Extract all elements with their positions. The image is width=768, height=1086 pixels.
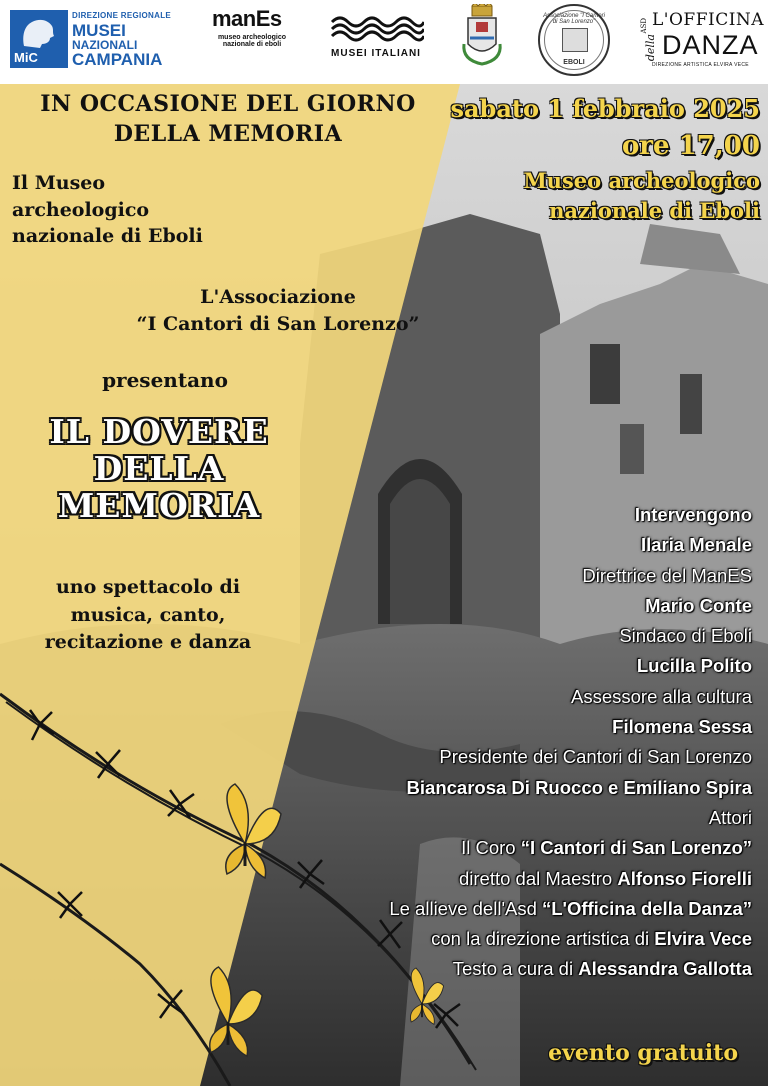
credit-role: Attori: [708, 806, 752, 828]
show-title: IL DOVERE DELLA MEMORIA: [49, 412, 269, 525]
event-venue-line-1: Museo archeologico: [523, 167, 760, 193]
event-time: ore 17,00: [621, 130, 760, 161]
mic-label: MiC: [14, 50, 38, 65]
head-profile-icon: [18, 16, 60, 48]
association-presenter: L'Associazione “I Cantori di San Lorenzo”: [136, 286, 420, 335]
officina-direction: DIREZIONE ARTISTICA ELVIRA VECE: [652, 62, 749, 68]
butterfly-icon: [226, 784, 281, 878]
officina-della: della: [644, 34, 657, 62]
credit-name: Lucilla Polito: [636, 655, 752, 677]
credit-name: Mario Conte: [645, 594, 752, 616]
mic-line2: MUSEI: [72, 21, 126, 40]
eboli-crest-icon: [458, 4, 506, 70]
show-description: uno spettacolo di musica, canto, recitazione e danza: [44, 576, 252, 654]
manes-logo: [212, 8, 302, 68]
assoc-logo-bottom: EBOLI: [563, 59, 585, 66]
waves-icon: [328, 12, 424, 42]
officina-danza-logo: [640, 10, 765, 72]
credit-role: Sindaco di Eboli: [619, 625, 752, 647]
assoc-logo-top: Associazione "I Cantori di San Lorenzo": [543, 13, 605, 25]
poster: [0, 84, 768, 1086]
credit-name: Filomena Sessa: [612, 716, 752, 738]
museum-presenter: Il Museo archeologico nazionale di Eboli: [12, 172, 203, 248]
event-date: sabato 1 febbraio 2025: [450, 94, 760, 123]
musei-italiani-label: MUSEI ITALIANI: [331, 48, 421, 59]
officina-asd: ASD: [640, 18, 648, 34]
mic-line3: NAZIONALI: [72, 38, 138, 52]
credits-list: Intervengono Ilaria Menale Direttrice del ManES Mario Conte Sindaco di Eboli Lucilla Polito Assessore alla cultura Filomena Sessa Presidente dei Cantori di San Lorenzo Biancarosa Di Ruocco e Emiliano Spira Attori Il Coro “I Cantori di San Lorenzo” diretto dal Maestro Alfonso Fiorelli Le allieve dell'Asd “L'Officina della Danza” con la direzione artistica di Elvira Vece Testo a cura di Alessandra Gallotta: [282, 500, 752, 985]
intervengono-heading: Intervengono: [634, 504, 752, 525]
mic-emblem: [10, 10, 68, 68]
occasion-line-1: IN OCCASIONE DEL GIORNO: [40, 91, 416, 117]
musei-italiani-logo: [322, 12, 430, 68]
credit-role: Presidente dei Cantori di San Lorenzo: [439, 746, 752, 768]
mic-line1: DIREZIONE REGIONALE: [72, 11, 172, 20]
presentano-label: presentano: [102, 368, 228, 392]
barbed-wire-strand-3: [0, 864, 230, 1086]
credit-name: Ilaria Menale: [640, 534, 752, 556]
credit-role: Direttrice del ManES: [582, 564, 752, 586]
free-event-label: evento gratuito: [548, 1040, 738, 1066]
mic-campania-logo: [10, 10, 182, 70]
occasion-line-2: DELLA MEMORIA: [113, 120, 343, 147]
officina-danza: DANZA: [662, 30, 759, 60]
church-icon: [562, 28, 588, 52]
credit-name: Biancarosa Di Ruocco e Emiliano Spira: [406, 776, 752, 798]
mic-line4: CAMPANIA: [72, 50, 163, 69]
logo-header: [0, 0, 768, 84]
occasion-heading: [0, 90, 456, 149]
officina-top: L'OFFICINA: [652, 10, 765, 30]
credit-role: Assessore alla cultura: [571, 685, 752, 707]
cantori-association-logo: [538, 4, 610, 76]
manes-description: museo archeologico nazionale di eboli: [217, 34, 287, 49]
event-venue-line-2: nazionale di Eboli: [549, 198, 760, 224]
manes-wordmark: manEs: [212, 6, 282, 31]
event-date-block: [450, 92, 760, 227]
butterfly-icon: [210, 967, 262, 1056]
